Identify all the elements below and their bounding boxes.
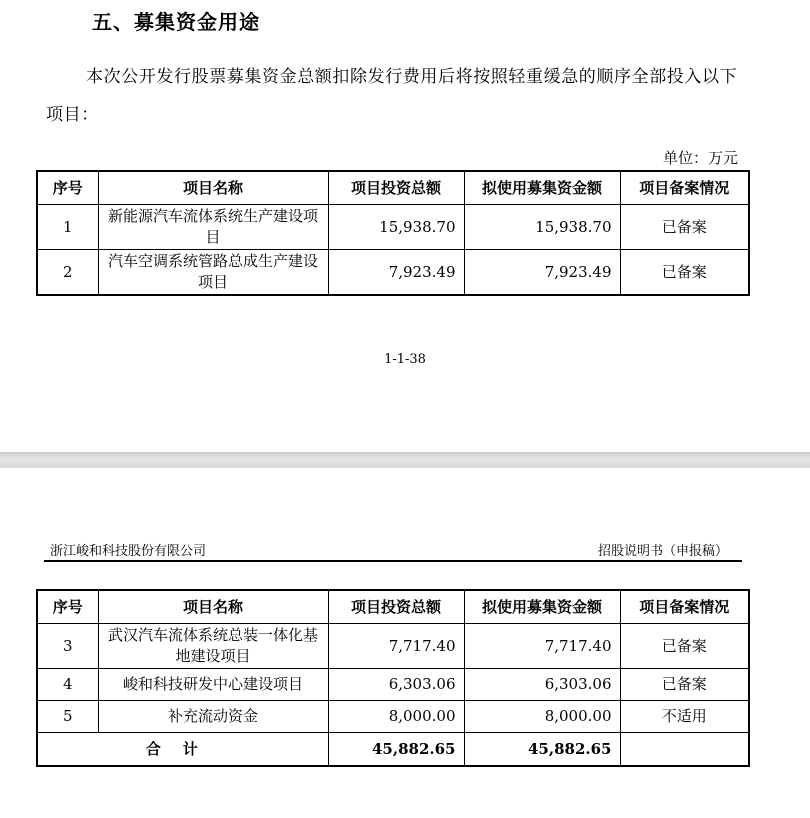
col-header-status: 项目备案情况 xyxy=(620,171,749,205)
col-header-no: 序号 xyxy=(37,171,98,205)
fund-use-table-part2 xyxy=(36,589,750,767)
row-name: 汽车空调系统管路总成生产建设项目 xyxy=(98,250,328,296)
header-doc-title: 招股说明书（申报稿） xyxy=(597,544,728,559)
table-row xyxy=(37,669,749,701)
total-status-empty xyxy=(620,733,749,767)
row-total: 7,923.49 xyxy=(328,250,464,296)
page-header xyxy=(44,540,742,562)
intro-paragraph: 本次公开发行股票募集资金总额扣除发行费用后将按照轻重缓急的顺序全部投入以下项目： xyxy=(46,67,738,125)
row-no: 1 xyxy=(37,205,98,250)
row-no: 3 xyxy=(37,624,98,669)
col-header-name: 项目名称 xyxy=(98,171,328,205)
total-label: 合计 xyxy=(37,733,328,767)
table-row xyxy=(37,701,749,733)
col-header-name: 项目名称 xyxy=(98,590,328,624)
row-total: 8,000.00 xyxy=(328,701,464,733)
total-raise: 45,882.65 xyxy=(464,733,620,767)
section-heading: 五、募集资金用途 xyxy=(92,10,260,34)
col-header-raise: 拟使用募集资金额 xyxy=(464,171,620,205)
row-name: 峻和科技研发中心建设项目 xyxy=(98,669,328,701)
row-no: 5 xyxy=(37,701,98,733)
row-name: 补充流动资金 xyxy=(98,701,328,733)
col-header-no: 序号 xyxy=(37,590,98,624)
row-status: 已备案 xyxy=(620,205,749,250)
row-raise: 6,303.06 xyxy=(464,669,620,701)
row-raise: 7,923.49 xyxy=(464,250,620,296)
page-separator xyxy=(0,452,810,468)
total-row xyxy=(37,733,749,767)
row-no: 4 xyxy=(37,669,98,701)
table-row xyxy=(37,205,749,250)
row-total: 7,717.40 xyxy=(328,624,464,669)
fund-use-table-part1 xyxy=(36,170,750,296)
header-company: 浙江峻和科技股份有限公司 xyxy=(50,544,207,559)
row-raise: 15,938.70 xyxy=(464,205,620,250)
row-total: 6,303.06 xyxy=(328,669,464,701)
col-header-raise: 拟使用募集资金额 xyxy=(464,590,620,624)
col-header-total: 项目投资总额 xyxy=(328,171,464,205)
total-investment: 45,882.65 xyxy=(328,733,464,767)
row-total: 15,938.70 xyxy=(328,205,464,250)
table-row xyxy=(37,624,749,669)
unit-label: 单位：万元 xyxy=(662,149,738,167)
row-raise: 8,000.00 xyxy=(464,701,620,733)
document-page-2 xyxy=(0,468,810,818)
col-header-status: 项目备案情况 xyxy=(620,590,749,624)
col-header-total: 项目投资总额 xyxy=(328,590,464,624)
row-status: 已备案 xyxy=(620,250,749,296)
row-status: 已备案 xyxy=(620,669,749,701)
row-name: 新能源汽车流体系统生产建设项目 xyxy=(98,205,328,250)
row-status: 已备案 xyxy=(620,624,749,669)
page-number: 1-1-38 xyxy=(384,352,426,367)
row-no: 2 xyxy=(37,250,98,296)
row-name: 武汉汽车流体系统总装一体化基地建设项目 xyxy=(98,624,328,669)
table-row xyxy=(37,250,749,296)
row-raise: 7,717.40 xyxy=(464,624,620,669)
row-status: 不适用 xyxy=(620,701,749,733)
